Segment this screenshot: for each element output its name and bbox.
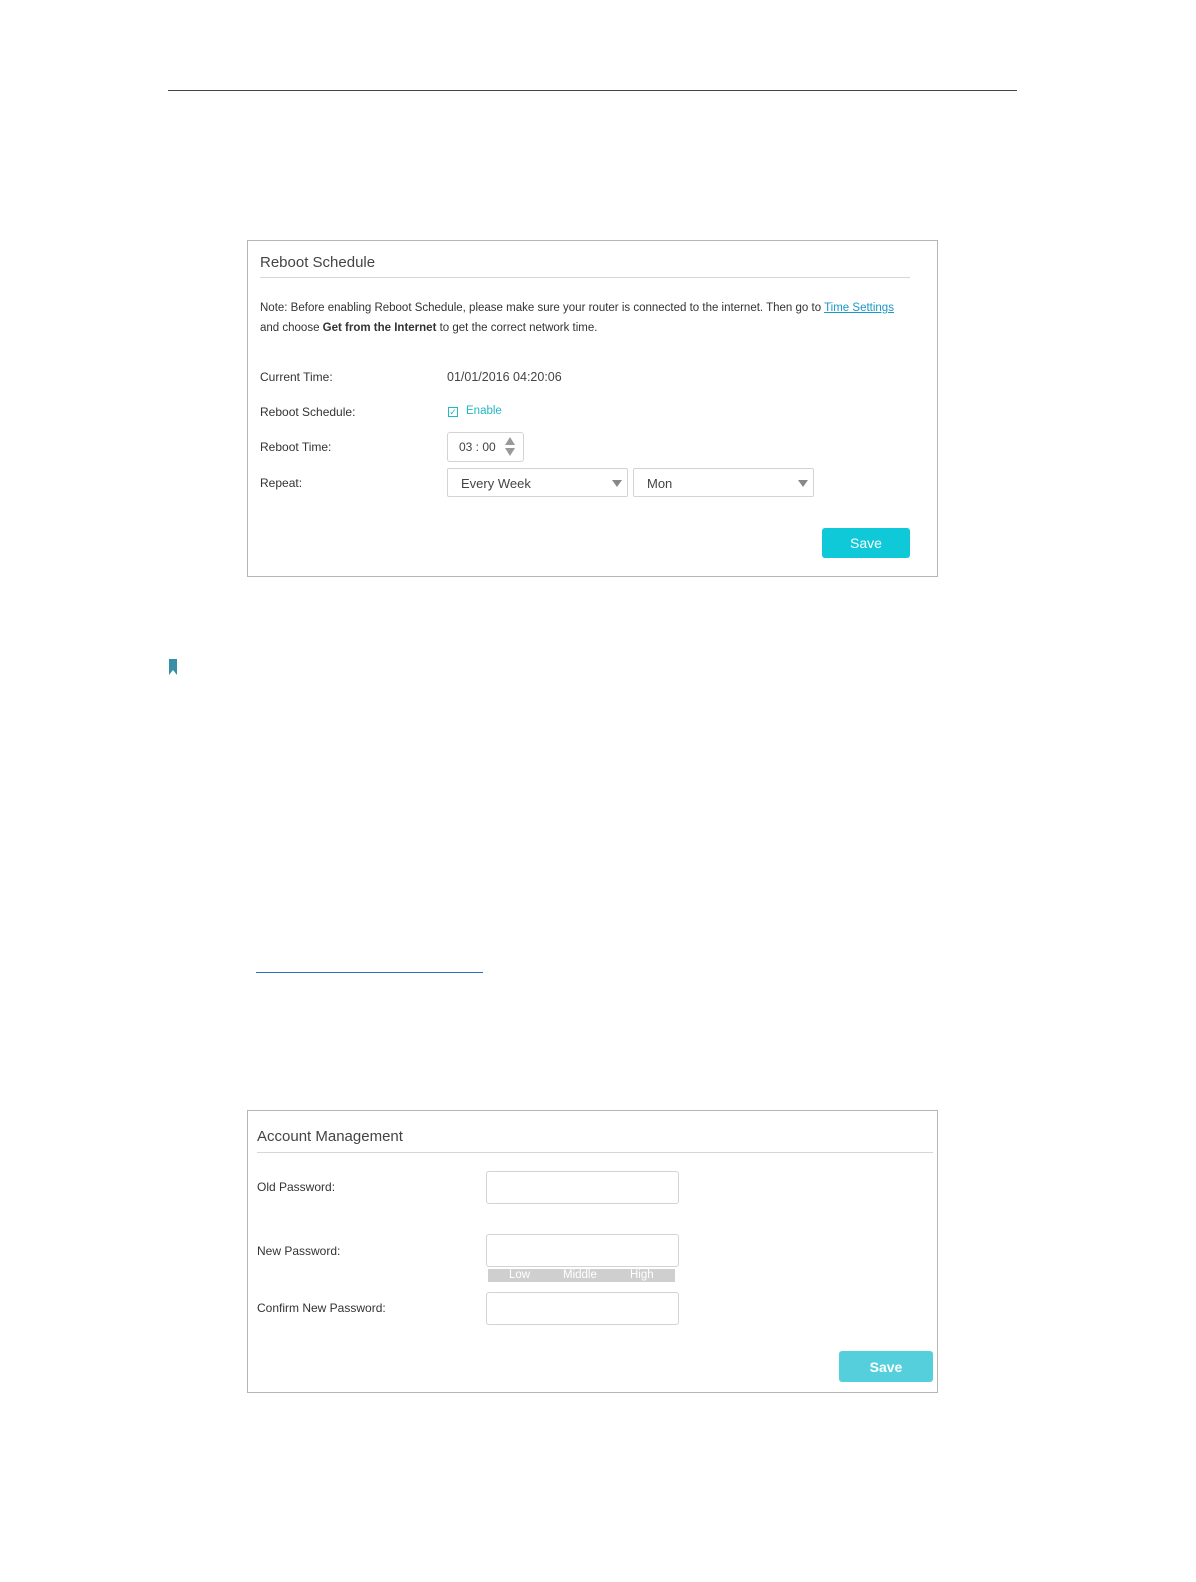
panel-title-divider <box>260 277 910 278</box>
panel-title-divider <box>257 1152 933 1153</box>
enable-label[interactable]: Enable <box>466 405 502 417</box>
old-password-label: Old Password: <box>257 1180 336 1194</box>
repeat-label: Repeat: <box>260 476 303 490</box>
chevron-down-icon <box>798 480 808 487</box>
bookmark-icon <box>168 659 178 675</box>
spin-down-icon[interactable] <box>505 448 515 456</box>
repeat-select-value: Every Week <box>461 476 531 491</box>
old-password-input[interactable] <box>486 1171 679 1204</box>
time-settings-link[interactable]: Time Settings <box>824 302 894 314</box>
note-middle: and choose <box>260 322 323 334</box>
reboot-schedule-label: Reboot Schedule: <box>260 405 356 419</box>
reboot-time-label: Reboot Time: <box>260 440 332 454</box>
account-save-button[interactable]: Save <box>839 1351 933 1382</box>
confirm-password-input[interactable] <box>486 1292 679 1325</box>
reboot-note <box>260 298 920 338</box>
new-password-input[interactable] <box>486 1234 679 1267</box>
spin-up-icon[interactable] <box>505 437 515 445</box>
reboot-schedule-panel <box>247 240 938 577</box>
password-strength-bar <box>488 1269 675 1282</box>
strength-low: Low <box>509 1269 531 1281</box>
enable-checkbox[interactable]: ✓ <box>449 407 457 417</box>
account-management-panel <box>247 1110 938 1393</box>
header-rule <box>168 90 1017 91</box>
reboot-time-value[interactable]: 03 : 00 <box>459 440 496 454</box>
link-underline <box>256 972 483 973</box>
confirm-password-label: Confirm New Password: <box>257 1301 386 1315</box>
current-time-value: 01/01/2016 04:20:06 <box>447 370 562 384</box>
note-prefix: Note: Before enabling Reboot Schedule, please make sure your router is connected to the internet. Then go to <box>260 302 825 314</box>
day-select[interactable] <box>633 468 814 497</box>
new-password-label: New Password: <box>257 1244 341 1258</box>
panel-title: Reboot Schedule <box>260 254 376 271</box>
note-bold: Get from the Internet <box>322 322 437 334</box>
note-suffix: to get the correct network time. <box>436 322 598 334</box>
chevron-down-icon <box>612 480 622 487</box>
reboot-time-spinner[interactable] <box>447 432 524 462</box>
current-time-label: Current Time: <box>260 370 333 384</box>
strength-high: High <box>630 1269 654 1281</box>
repeat-select[interactable] <box>447 468 628 497</box>
day-select-value: Mon <box>647 476 673 491</box>
panel-title: Account Management <box>257 1128 403 1145</box>
strength-middle: Middle <box>563 1269 597 1281</box>
reboot-save-button[interactable]: Save <box>822 528 910 558</box>
